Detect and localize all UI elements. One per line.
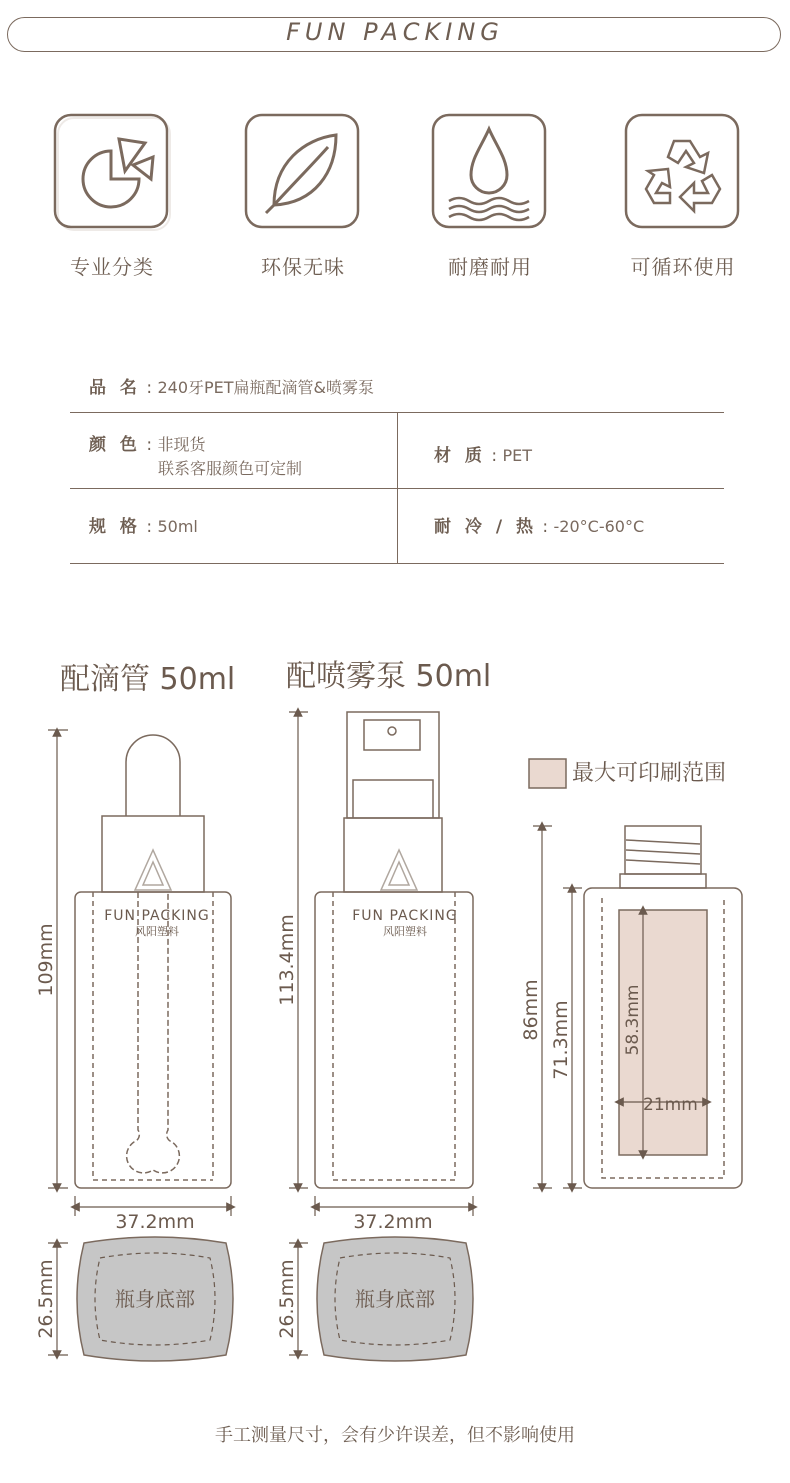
feature-durable — [431, 113, 549, 280]
logo-text: FUN PACKING — [104, 908, 210, 924]
print-width-label: 21mm — [643, 1095, 698, 1115]
body-height-label: 71.3mm — [550, 1000, 572, 1080]
feature-recyclable — [624, 113, 742, 280]
spec-material: 材 质 : PET — [434, 446, 532, 466]
technical-drawings — [0, 700, 790, 1400]
spec-size-label: 规 格 — [89, 517, 141, 537]
spec-size-value: 50ml — [157, 517, 198, 536]
dropper-title: 配滴管 50ml — [60, 662, 236, 697]
brand-logo — [135, 850, 417, 890]
feature-classification — [53, 113, 171, 280]
logo-subtext: 风阳塑料 — [135, 925, 179, 938]
spray-height-label: 113.4mm — [276, 914, 298, 1006]
feature-label: 专业分类 — [70, 255, 154, 279]
recycle-icon — [624, 113, 742, 231]
leaf-icon — [244, 113, 362, 231]
table-column-divider — [397, 413, 398, 563]
width-label: 37.2mm — [353, 1211, 433, 1233]
spray-bottle — [315, 712, 473, 1188]
spec-color: 颜 色 : 非现货 — [89, 435, 206, 455]
width-label: 37.2mm — [115, 1211, 195, 1233]
spec-color-value: 非现货 — [157, 435, 206, 454]
print-area-label: 最大可印刷范围 — [572, 761, 727, 786]
table-divider — [70, 563, 724, 564]
print-height-label: 58.3mm — [623, 984, 643, 1056]
water-drop-icon — [431, 113, 549, 231]
spec-size: 规 格 : 50ml — [89, 517, 198, 537]
spray-title: 配喷雾泵 50ml — [286, 659, 492, 694]
logo-subtext: 风阳塑料 — [383, 925, 427, 938]
pie-chart-icon — [53, 113, 171, 231]
spec-name-value: 240牙PET扁瓶配滴管&喷雾泵 — [157, 378, 375, 397]
spec-material-label: 材 质 — [434, 446, 486, 466]
bottom-label: 瓶身底部 — [115, 1287, 195, 1311]
dropper-bottle — [75, 735, 231, 1188]
spec-color-label: 颜 色 — [89, 435, 141, 455]
bottle-height-label: 86mm — [520, 979, 542, 1041]
spec-temperature: 耐 冷 / 热 : -20°C-60°C — [434, 517, 645, 537]
logo-text: FUN PACKING — [352, 908, 458, 924]
dropper-height-label: 109mm — [35, 923, 57, 997]
feature-label: 可循环使用 — [630, 255, 736, 279]
spec-temperature-value: -20°C-60°C — [553, 517, 645, 536]
feature-label: 环保无味 — [261, 255, 345, 279]
bottom-label: 瓶身底部 — [355, 1287, 435, 1311]
spec-name: 品 名 : 240牙PET扁瓶配滴管&喷雾泵 — [89, 378, 375, 398]
spec-temperature-label: 耐 冷 / 热 — [434, 517, 537, 537]
spec-color-value-2: 联系客服颜色可定制 — [158, 459, 303, 478]
feature-label: 耐磨耐用 — [448, 255, 532, 279]
depth-label: 26.5mm — [35, 1259, 57, 1339]
depth-label: 26.5mm — [276, 1259, 298, 1339]
feature-eco — [244, 113, 362, 280]
spec-color-note — [158, 456, 302, 479]
print-area-swatch — [529, 759, 566, 788]
spec-material-value: PET — [502, 446, 532, 465]
brand-title: FUN PACKING — [286, 18, 504, 46]
footnote: 手工测量尺寸，会有少许误差，但不影响使用 — [215, 1425, 575, 1446]
spec-name-label: 品 名 — [89, 378, 141, 398]
